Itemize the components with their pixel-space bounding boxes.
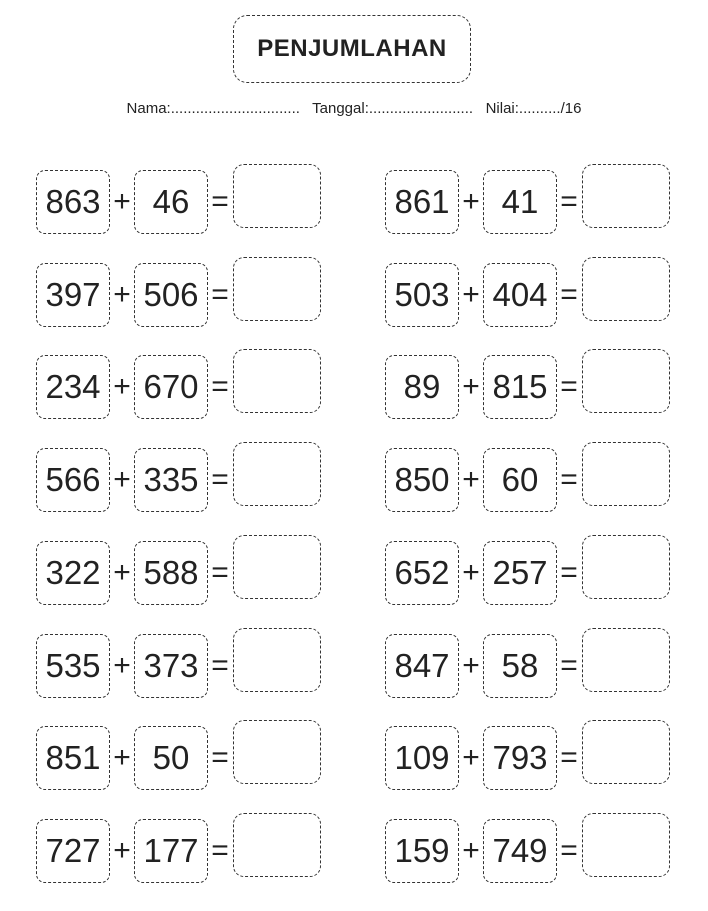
first-addend: 727	[36, 819, 110, 883]
second-addend: 335	[134, 448, 208, 512]
first-addend: 861	[385, 170, 459, 234]
plus-sign: +	[462, 555, 480, 589]
answer-box[interactable]	[582, 628, 670, 692]
first-addend: 397	[36, 263, 110, 327]
plus-sign: +	[113, 555, 131, 589]
second-addend: 670	[134, 355, 208, 419]
answer-box[interactable]	[233, 164, 321, 228]
answer-box[interactable]	[233, 628, 321, 692]
first-addend: 503	[385, 263, 459, 327]
second-addend: 588	[134, 541, 208, 605]
page-title: PENJUMLAHAN	[257, 35, 447, 62]
answer-box[interactable]	[233, 257, 321, 321]
first-addend: 863	[36, 170, 110, 234]
plus-sign: +	[113, 648, 131, 682]
plus-sign: +	[462, 463, 480, 497]
plus-sign: +	[462, 277, 480, 311]
answer-box[interactable]	[582, 349, 670, 413]
addition-problem	[36, 726, 336, 790]
answer-box[interactable]	[582, 164, 670, 228]
equals-sign: =	[560, 741, 578, 775]
first-addend: 322	[36, 541, 110, 605]
equals-sign: =	[211, 555, 229, 589]
second-addend: 793	[483, 726, 557, 790]
second-addend: 506	[134, 263, 208, 327]
title-box	[233, 15, 471, 83]
first-addend: 234	[36, 355, 110, 419]
second-addend: 50	[134, 726, 208, 790]
second-addend: 749	[483, 819, 557, 883]
first-addend: 850	[385, 448, 459, 512]
answer-box[interactable]	[582, 720, 670, 784]
first-addend: 851	[36, 726, 110, 790]
addition-problem	[36, 541, 336, 605]
answer-box[interactable]	[582, 442, 670, 506]
score-field-label: Nilai:........../16	[485, 100, 582, 117]
second-addend: 58	[483, 634, 557, 698]
plus-sign: +	[462, 185, 480, 218]
answer-box[interactable]	[233, 349, 321, 413]
second-addend: 177	[134, 819, 208, 883]
second-addend: 41	[483, 170, 557, 234]
plus-sign: +	[462, 741, 480, 775]
plus-sign: +	[113, 741, 131, 775]
addition-problem	[36, 448, 336, 512]
equals-sign: =	[560, 555, 578, 589]
addition-problem	[385, 355, 685, 419]
plus-sign: +	[113, 370, 131, 404]
second-addend: 373	[134, 634, 208, 698]
plus-sign: +	[462, 833, 480, 867]
first-addend: 109	[385, 726, 459, 790]
addition-problem	[385, 634, 685, 698]
second-addend: 815	[483, 355, 557, 419]
first-addend: 847	[385, 634, 459, 698]
second-addend: 60	[483, 448, 557, 512]
date-field-label: Tanggal:.........................	[312, 100, 474, 117]
equals-sign: =	[211, 648, 229, 682]
first-addend: 535	[36, 634, 110, 698]
equals-sign: =	[211, 370, 229, 404]
equals-sign: =	[560, 833, 578, 867]
equals-sign: =	[560, 185, 578, 218]
first-addend: 566	[36, 448, 110, 512]
plus-sign: +	[113, 185, 131, 218]
answer-box[interactable]	[233, 442, 321, 506]
addition-problem	[385, 170, 685, 234]
second-addend: 257	[483, 541, 557, 605]
addition-problem	[385, 726, 685, 790]
student-info-line	[0, 100, 708, 117]
first-addend: 89	[385, 355, 459, 419]
answer-box[interactable]	[233, 813, 321, 877]
equals-sign: =	[560, 648, 578, 682]
name-field-label: Nama:...............................	[126, 100, 300, 117]
equals-sign: =	[560, 370, 578, 404]
answer-box[interactable]	[582, 813, 670, 877]
equals-sign: =	[560, 277, 578, 311]
equals-sign: =	[211, 185, 229, 218]
equals-sign: =	[211, 277, 229, 311]
addition-problem	[385, 819, 685, 883]
plus-sign: +	[462, 648, 480, 682]
addition-problem	[36, 263, 336, 327]
answer-box[interactable]	[233, 720, 321, 784]
first-addend: 159	[385, 819, 459, 883]
addition-problem	[385, 448, 685, 512]
equals-sign: =	[211, 833, 229, 867]
answer-box[interactable]	[233, 535, 321, 599]
equals-sign: =	[211, 463, 229, 497]
second-addend: 404	[483, 263, 557, 327]
addition-problem	[36, 819, 336, 883]
addition-problem	[36, 355, 336, 419]
second-addend: 46	[134, 170, 208, 234]
plus-sign: +	[113, 463, 131, 497]
plus-sign: +	[113, 833, 131, 867]
addition-problem	[36, 634, 336, 698]
first-addend: 652	[385, 541, 459, 605]
answer-box[interactable]	[582, 257, 670, 321]
plus-sign: +	[462, 370, 480, 404]
plus-sign: +	[113, 277, 131, 311]
addition-problem	[385, 263, 685, 327]
addition-problem	[36, 170, 336, 234]
answer-box[interactable]	[582, 535, 670, 599]
addition-problem	[385, 541, 685, 605]
equals-sign: =	[211, 741, 229, 775]
equals-sign: =	[560, 463, 578, 497]
